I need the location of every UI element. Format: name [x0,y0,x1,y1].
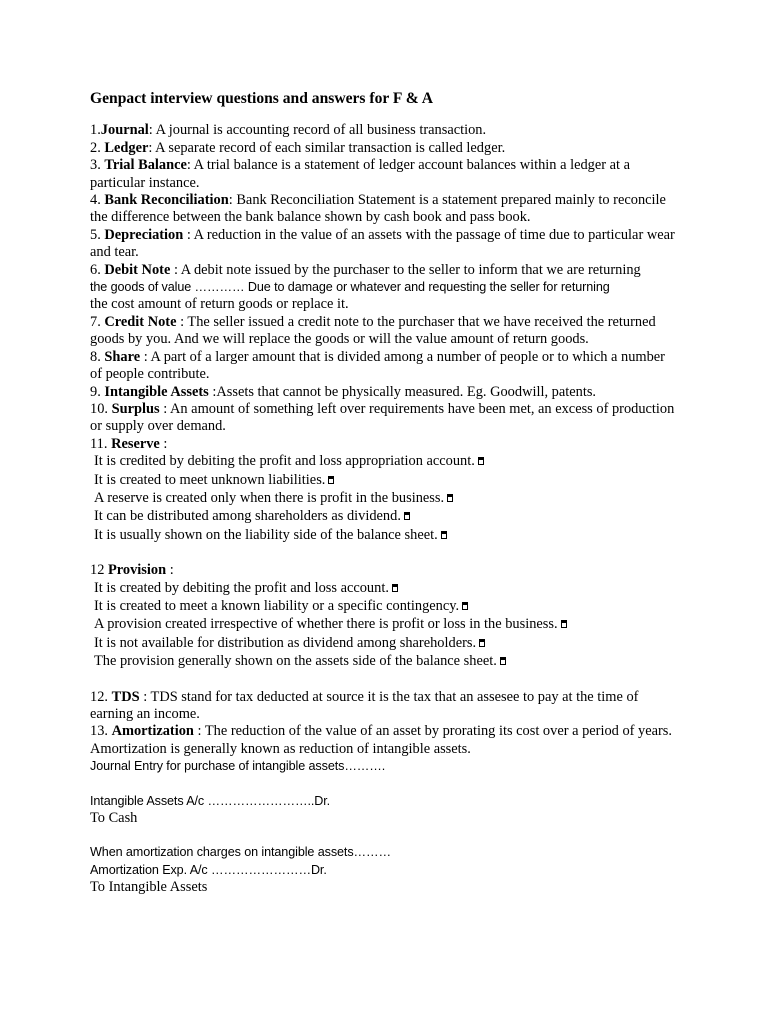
definition-text-continued: the cost amount of return goods or replace it. [90,296,349,313]
reserve-point [94,490,680,507]
item-number: 2. [90,139,105,156]
reserve-heading [90,436,680,453]
item-number: 7. [90,313,105,330]
reserve-point [94,527,680,544]
journal-debit-line: Intangible Assets A/c ……………………..Dr. [90,793,331,808]
term: Reserve [111,435,160,452]
term: Debit Note [104,261,171,278]
bullet-glyph-icon [561,620,567,628]
journal-credit-line: To Cash [90,810,138,827]
journal-entry-heading: Journal Entry for purchase of intangible assets………. [90,759,386,774]
term-suffix: : [159,435,168,452]
term: Intangible Assets [104,383,209,400]
document-body [90,90,680,897]
item-number: 1. [90,122,101,139]
term: Provision [108,562,167,579]
item-number: 13. [90,723,112,740]
point-text: It is credited by debiting the profit and loss appropriation account. [94,453,475,470]
provision-point [94,616,680,633]
spacer [90,776,680,793]
amortization-entry-heading: When amortization charges on intangible assets……… [90,845,391,860]
term: Ledger [104,139,149,156]
definition-text: : A journal is accounting record of all business transaction. [148,122,487,139]
definition-text: : The reduction of the value of an asset by prorating its cost over a period of years. Amortization is generally known as reduction of intangible assets. [90,723,672,757]
point-text: It is created by debiting the profit and loss account. [94,579,389,596]
definition-text: : A part of a larger amount that is divided among a number of people or to which a number of people contribute. [90,348,665,383]
term: Credit Note [104,313,177,330]
item-number: 5. [90,226,105,243]
point-text: A provision created irrespective of whether there is profit or loss in the business. [94,616,558,633]
bullet-glyph-icon [462,602,468,610]
item-number: 6. [90,261,105,278]
definition-text: : A trial balance is a statement of ledger account balances within a ledger at a particular instance. [90,157,631,191]
reserve-point [94,472,680,489]
bullet-glyph-icon [478,457,484,465]
point-text: It is created to meet unknown liabilities. [94,471,326,488]
item-number: 4. [90,192,105,209]
spacer [90,672,680,689]
bullet-glyph-icon [404,512,410,520]
point-text: It is created to meet a known liability or a specific contingency. [94,597,460,614]
provision-point [94,598,680,615]
reserve-point [94,508,680,525]
item-number: 12 [90,562,108,579]
term: Bank Reconciliation [104,192,229,209]
definition-text: : TDS stand for tax deducted at source it is the tax that an assesee to pay at the time of earning an income. [90,688,639,722]
definition-journal [90,122,680,139]
document-title: Genpact interview questions and answers for F & A [90,90,434,107]
amortization-credit-line: To Intangible Assets [90,879,208,896]
definition-text: : A reduction in the value of an assets with the passage of time due to particular wear and tear. [90,226,675,261]
amortization-debit-line: Amortization Exp. A/c ……………………Dr. [90,862,327,877]
provision-point [94,580,680,597]
spacer [90,545,680,562]
point-text: A reserve is created only when there is profit in the business. [94,489,445,506]
provision-point [94,653,680,670]
item-number: 3. [90,157,105,174]
definition-text: : A separate record of each similar transaction is called ledger. [148,139,506,156]
term: Share [104,348,141,365]
bullet-glyph-icon [500,657,506,665]
definition-ledger [90,140,680,157]
bullet-glyph-icon [392,584,398,592]
item-number: 9. [90,383,105,400]
term: Surplus [111,400,160,417]
point-text: It is usually shown on the liability side of the balance sheet. [94,526,438,543]
provision-heading [90,562,680,579]
term: Journal [100,122,149,139]
definition-bank-reconciliation [90,192,680,227]
definition-amortization [90,723,680,758]
term: TDS [111,688,140,705]
term: Depreciation [104,226,184,243]
reserve-point [94,453,680,470]
definition-text: : Bank Reconciliation Statement is a statement prepared mainly to reconcile the difference between the bank balance shown by cash book and pass book. [90,192,666,226]
provision-point [94,635,680,652]
bullet-glyph-icon [479,639,485,647]
term: Trial Balance [104,157,187,174]
point-text: The provision generally shown on the assets side of the balance sheet. [94,653,497,670]
bullet-glyph-icon [328,476,334,484]
definition-text: : The seller issued a credit note to the purchaser that we have received the returned goods by you. And we will replace the goods or will the value amount of return goods. [90,313,656,348]
item-number: 12. [90,688,112,705]
item-number: 11. [90,435,112,452]
definition-depreciation [90,227,680,262]
point-text: It is not available for distribution as dividend among shareholders. [94,634,477,651]
bullet-glyph-icon [441,531,447,539]
definition-credit-note [90,314,680,349]
term-suffix: : [166,562,174,579]
definition-share [90,349,680,384]
definition-intangible-assets [90,384,680,401]
item-number: 10. [90,400,112,417]
item-number: 8. [90,348,105,365]
term: Amortization [111,723,194,740]
bullet-glyph-icon [447,494,453,502]
definition-debit-note [90,262,680,314]
definition-text-continued: the goods of value ………… Due to damage or whatever and requesting the seller for returning [90,280,610,295]
definition-trial-balance [90,157,680,192]
definition-text: : A debit note issued by the purchaser to the seller to inform that we are returning [170,261,641,278]
spacer [90,827,680,844]
point-text: It can be distributed among shareholders as dividend. [94,508,401,525]
definition-tds [90,689,680,724]
definition-surplus [90,401,680,436]
definition-text: : An amount of something left over requirements have been met, an excess of production or supply over demand. [90,400,675,435]
definition-text: :Assets that cannot be physically measured. Eg. Goodwill, patents. [208,383,597,400]
